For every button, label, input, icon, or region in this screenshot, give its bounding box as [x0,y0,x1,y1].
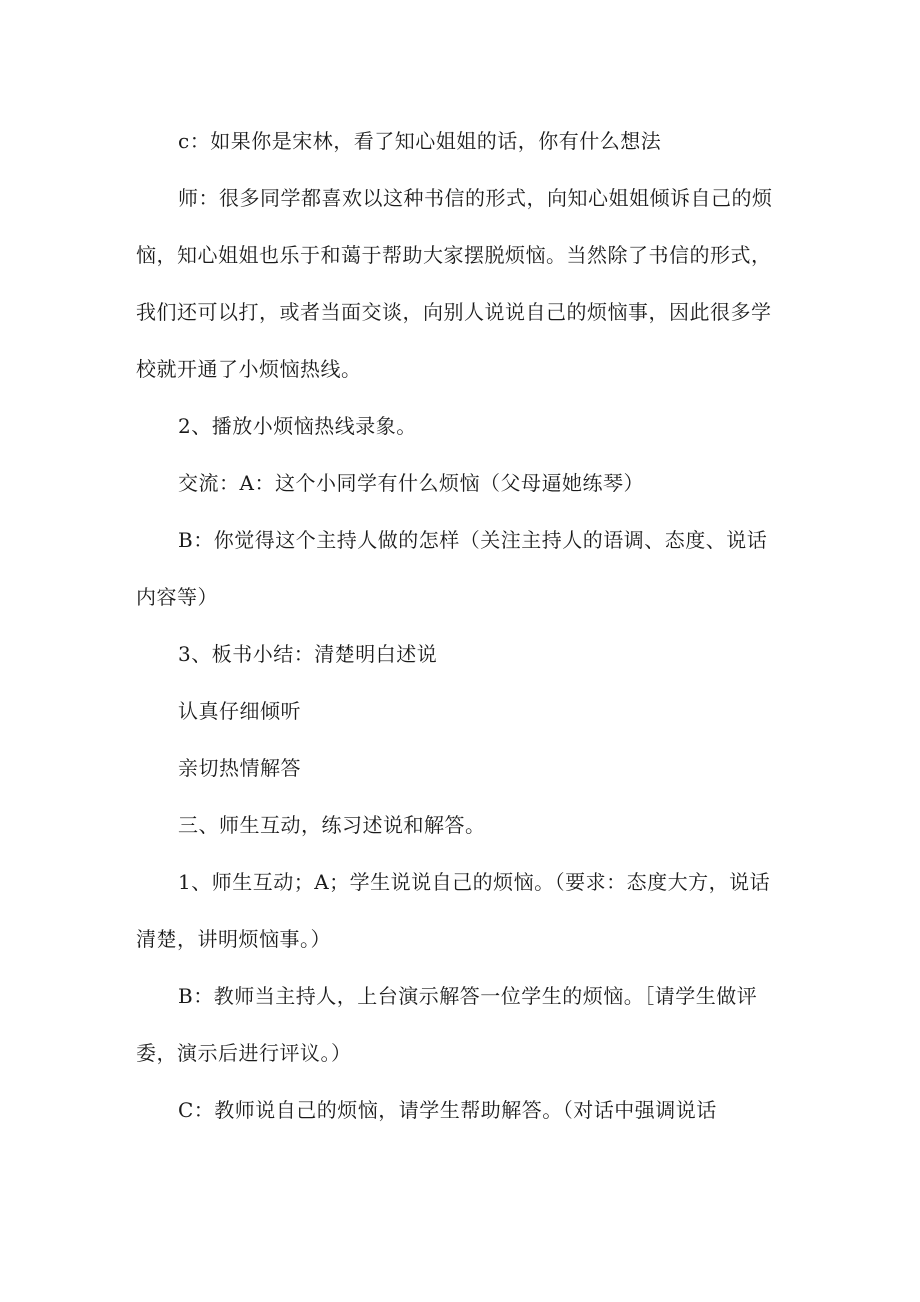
paragraph-10: 1、师生互动；A；学生说说自己的烦恼。（要求：态度大方，说话清楚，讲明烦恼事。） [136,870,771,951]
paragraph-7: 认真仔细倾听 [178,699,301,723]
paragraph-12: C：教师说自己的烦恼，请学生帮助解答。（对话中强调说话 [178,1098,717,1122]
paragraph-2: 师：很多同学都喜欢以这种书信的形式，向知心姐姐倾诉自己的烦恼，知心姐姐也乐于和蔼于帮助大家摆脱烦恼。当然除了书信的形式，我们还可以打，或者当面交谈，向别人说说自己的烦恼事，因此很多学校就开通了小烦恼热线。 [136,186,773,381]
paragraph-6: 3、板书小结：清楚明白述说 [178,642,438,666]
paragraph-3: 2、播放小烦恼热线录象。 [178,414,417,438]
paragraph-4: 交流：A：这个小同学有什么烦恼（父母逼她练琴） [178,471,644,495]
paragraph-9: 三、师生互动，练习述说和解答。 [178,813,486,837]
paragraph-8: 亲切热情解答 [178,756,301,780]
paragraph-1: c：如果你是宋林，看了知心姐姐的话，你有什么想法 [178,129,662,153]
paragraph-11: B：教师当主持人，上台演示解答一位学生的烦恼。［请学生做评委，演示后进行评议。） [136,984,758,1065]
paragraph-5: B：你觉得这个主持人做的怎样（关注主持人的语调、态度、说话内容等） [136,528,768,609]
